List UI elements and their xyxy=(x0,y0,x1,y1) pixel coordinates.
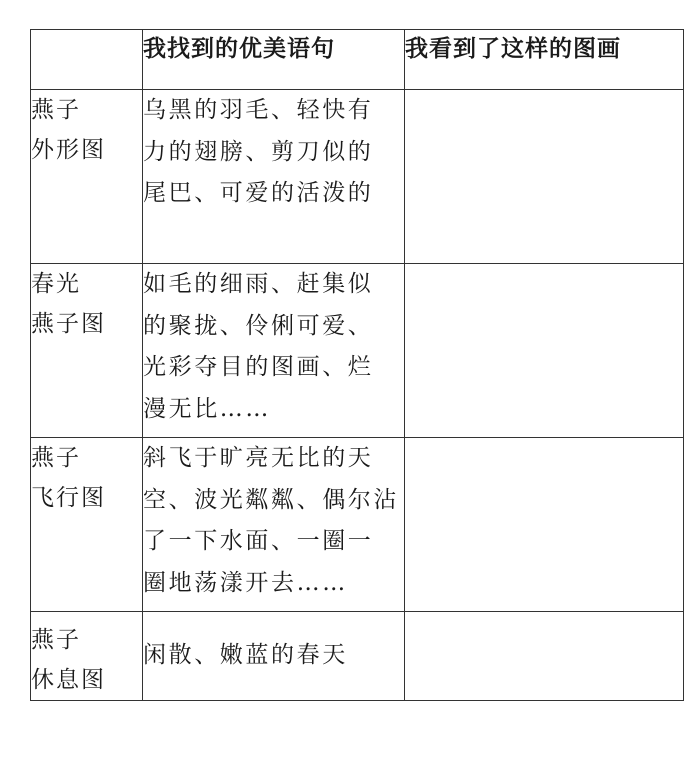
picture-answer-cell[interactable] xyxy=(405,90,684,264)
quote-line: 如毛的细雨、赶集似 xyxy=(143,271,374,297)
table-row xyxy=(31,90,684,264)
header-pictures-seen: 我看到了这样的图画 xyxy=(405,30,684,90)
quote-line: 尾巴、可爱的活泼的 xyxy=(143,180,374,206)
row-label-line: 燕子图 xyxy=(31,311,106,337)
quote-cell xyxy=(143,264,405,438)
quote-line: 圈地荡漾开去…… xyxy=(143,569,348,596)
picture-answer-cell[interactable] xyxy=(405,264,684,438)
picture-answer-cell[interactable] xyxy=(405,438,684,612)
quote-cell xyxy=(143,612,405,701)
row-label xyxy=(31,612,143,701)
quote-line: 力的翅膀、剪刀似的 xyxy=(143,138,374,165)
header-corner-cell xyxy=(31,30,143,90)
quote-line: 斜飞于旷亮无比的天 xyxy=(143,445,374,471)
quote-cell xyxy=(143,90,405,264)
row-label-line: 飞行图 xyxy=(31,485,106,511)
table-row xyxy=(31,612,684,701)
header-row xyxy=(31,30,684,90)
quote-cell xyxy=(143,438,405,612)
reading-worksheet-table xyxy=(30,29,684,701)
quote-line: 闲散、嫩蓝的春天 xyxy=(143,642,348,669)
header-beautiful-sentences: 我找到的优美语句 xyxy=(143,30,405,90)
row-label xyxy=(31,90,143,264)
quote-line: 了一下水面、一圈一 xyxy=(143,528,374,554)
row-label xyxy=(31,264,143,438)
row-label-line: 休息图 xyxy=(31,667,106,693)
quote-line: 漫无比…… xyxy=(143,395,271,422)
quote-line: 空、波光粼粼、偶尔沾 xyxy=(143,486,399,513)
row-label-line: 燕子 xyxy=(31,445,81,471)
picture-answer-cell[interactable] xyxy=(405,612,684,701)
row-label-line: 春光 xyxy=(31,271,81,297)
quote-line: 乌黑的羽毛、轻快有 xyxy=(143,97,374,123)
quote-line: 的聚拢、伶俐可爱、 xyxy=(143,312,374,339)
row-label xyxy=(31,438,143,612)
row-label-line: 外形图 xyxy=(31,137,106,163)
table-row xyxy=(31,264,684,438)
quote-line: 光彩夺目的图画、烂 xyxy=(143,354,374,380)
table-row xyxy=(31,438,684,612)
row-label-line: 燕子 xyxy=(31,627,81,653)
row-label-line: 燕子 xyxy=(31,97,81,123)
